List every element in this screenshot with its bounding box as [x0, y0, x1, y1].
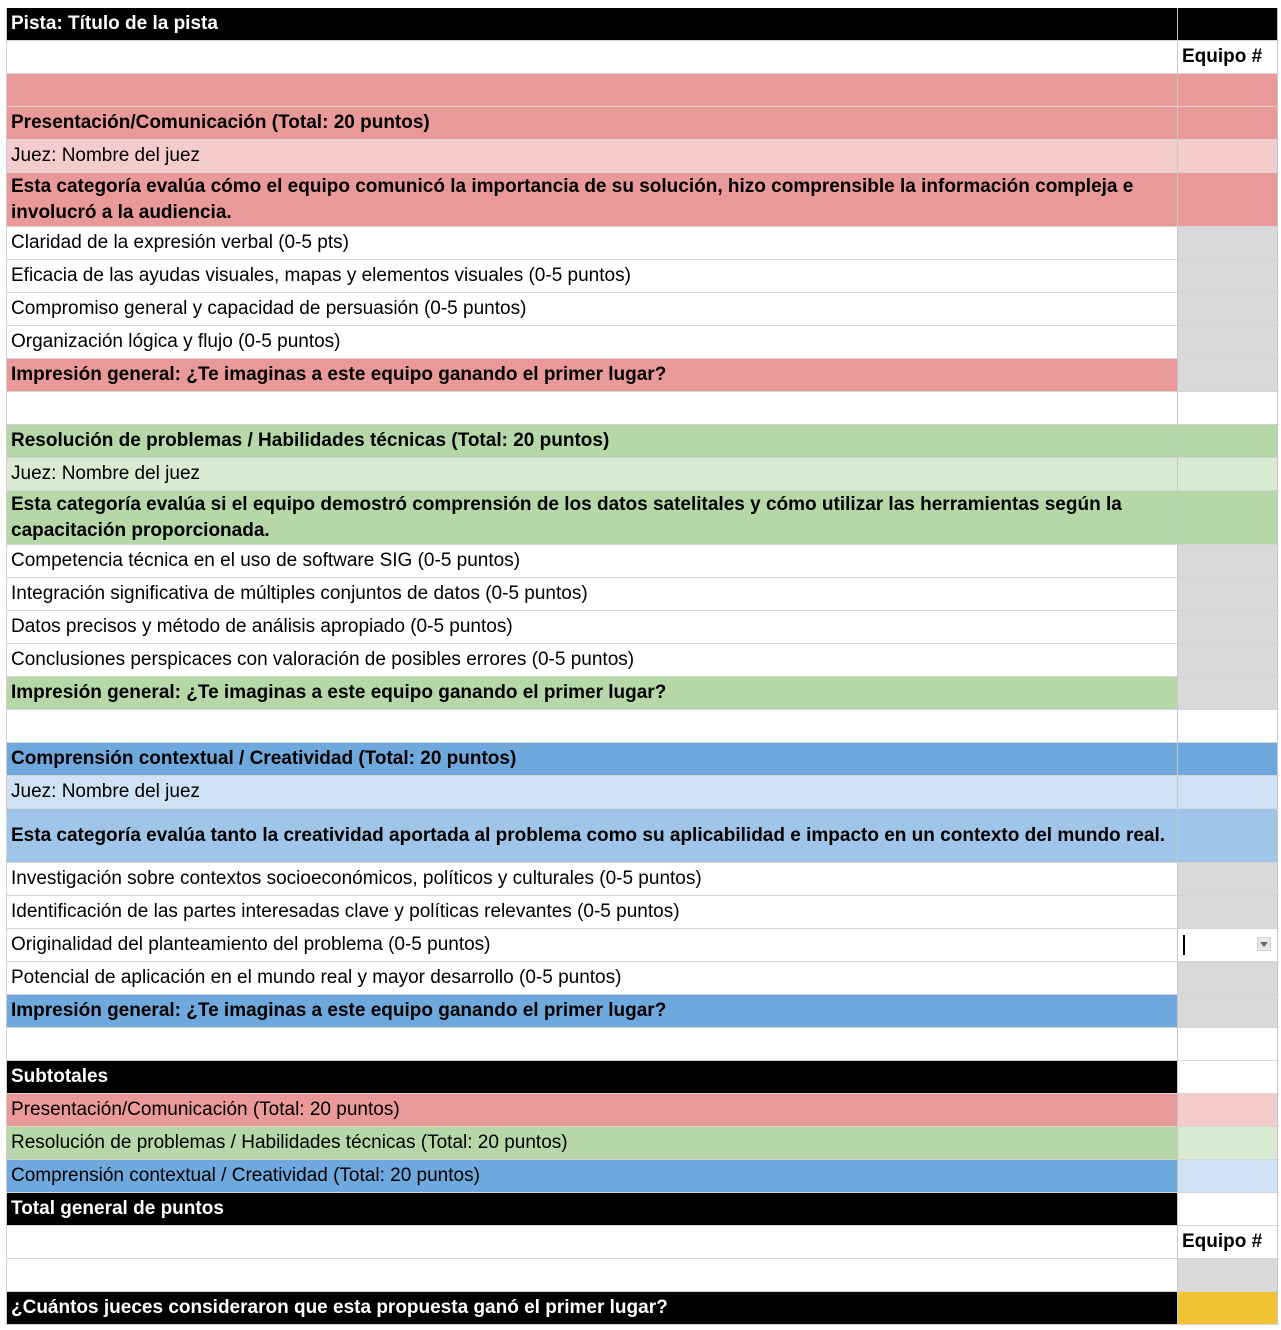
presentation-impression-question[interactable]: Impresión general: ¿Te imaginas a este equipo ganando el primer lugar? [7, 359, 1178, 391]
impression-score-cell[interactable] [1178, 359, 1278, 391]
technical-description[interactable]: Esta categoría evalúa si el equipo demostró comprensión de los datos satelitales y cómo utilizar las herramientas según la capacitación proporcionada. [7, 491, 1178, 544]
criterion-row[interactable] [7, 929, 1279, 962]
criterion-label[interactable]: Competencia técnica en el uso de software SIG (0-5 puntos) [7, 545, 1178, 577]
subtotal-value-cell[interactable] [1178, 1094, 1278, 1126]
technical-description-side-cell[interactable] [1178, 491, 1278, 544]
criterion-label[interactable]: Organización lógica y flujo (0-5 puntos) [7, 326, 1178, 358]
row-grand-total[interactable] [7, 1193, 1279, 1226]
context-description[interactable]: Esta categoría evalúa tanto la creatividad aportada al problema como su aplicabilidad e impacto en un contexto del mundo real. [7, 809, 1178, 862]
row-context-impression[interactable] [7, 995, 1279, 1028]
criterion-row[interactable] [7, 227, 1279, 260]
blank-cell[interactable] [1178, 1061, 1278, 1093]
row-spacer[interactable] [7, 1259, 1279, 1292]
presentation-judge-name[interactable]: Juez: Nombre del juez [7, 140, 1178, 172]
criterion-label[interactable]: Identificación de las partes interesadas clave y políticas relevantes (0-5 puntos) [7, 896, 1178, 928]
blank-cell[interactable] [1178, 392, 1278, 424]
subtotals-title[interactable]: Subtotales [7, 1061, 1178, 1093]
grand-total-value-cell[interactable] [1178, 1193, 1278, 1225]
criterion-row[interactable] [7, 644, 1279, 677]
subtotal-label[interactable]: Resolución de problemas / Habilidades técnicas (Total: 20 puntos) [7, 1127, 1178, 1159]
criterion-row[interactable] [7, 293, 1279, 326]
technical-section-title[interactable]: Resolución de problemas / Habilidades técnicas (Total: 20 puntos) [7, 425, 1178, 457]
score-cell[interactable] [1178, 644, 1278, 676]
row-presentation-judge[interactable] [7, 140, 1279, 173]
criterion-label[interactable]: Claridad de la expresión verbal (0-5 pts) [7, 227, 1178, 259]
subtotal-value-cell[interactable] [1178, 1160, 1278, 1192]
row-presentation-impression[interactable] [7, 359, 1279, 392]
criterion-label[interactable]: Originalidad del planteamiento del problema (0-5 puntos) [7, 929, 1178, 961]
blank-cell[interactable] [1178, 1259, 1278, 1291]
criterion-row[interactable] [7, 545, 1279, 578]
blank-cell[interactable] [7, 1259, 1178, 1291]
presentation-title-score-cell[interactable] [1178, 107, 1278, 139]
impression-score-cell[interactable] [1178, 677, 1278, 709]
blank-cell[interactable] [7, 41, 1178, 73]
score-cell[interactable] [1178, 611, 1278, 643]
criterion-row[interactable] [7, 863, 1279, 896]
criterion-label[interactable]: Investigación sobre contextos socioeconómicos, políticos y culturales (0-5 puntos) [7, 863, 1178, 895]
blank-cell[interactable] [7, 74, 1178, 106]
technical-title-score-cell[interactable] [1178, 425, 1278, 457]
context-description-side-cell[interactable] [1178, 809, 1278, 862]
subtotal-row[interactable] [7, 1127, 1279, 1160]
track-title[interactable]: Pista: Título de la pista [7, 8, 1178, 40]
technical-judge-side-cell[interactable] [1178, 458, 1278, 490]
criterion-label[interactable]: Eficacia de las ayudas visuales, mapas y elementos visuales (0-5 puntos) [7, 260, 1178, 292]
presentation-description[interactable]: Esta categoría evalúa cómo el equipo comunicó la importancia de su solución, hizo comprensible la información compleja e involucró a la audiencia. [7, 173, 1178, 226]
criterion-row[interactable] [7, 578, 1279, 611]
row-footer-team-header[interactable] [7, 1226, 1279, 1259]
first-place-count-cell[interactable] [1178, 1292, 1278, 1324]
criterion-label[interactable]: Integración significativa de múltiples conjuntos de datos (0-5 puntos) [7, 578, 1178, 610]
row-spacer[interactable] [7, 710, 1279, 743]
score-cell[interactable] [1178, 962, 1278, 994]
technical-impression-question[interactable]: Impresión general: ¿Te imaginas a este equipo ganando el primer lugar? [7, 677, 1178, 709]
score-cell[interactable] [1178, 896, 1278, 928]
blank-cell[interactable] [7, 1028, 1178, 1060]
subtotal-value-cell[interactable] [1178, 1127, 1278, 1159]
grand-total-label[interactable]: Total general de puntos [7, 1193, 1178, 1225]
blank-cell[interactable] [7, 1226, 1178, 1258]
blank-cell[interactable] [1178, 74, 1278, 106]
criterion-label[interactable]: Compromiso general y capacidad de persuasión (0-5 puntos) [7, 293, 1178, 325]
blank-cell[interactable] [1178, 710, 1278, 742]
row-presentation-description[interactable] [7, 173, 1279, 227]
row-spacer[interactable] [7, 392, 1279, 425]
criterion-label[interactable]: Conclusiones perspicaces con valoración de posibles errores (0-5 puntos) [7, 644, 1178, 676]
context-section-title[interactable]: Comprensión contextual / Creatividad (Total: 20 puntos) [7, 743, 1178, 775]
score-cell[interactable] [1178, 545, 1278, 577]
presentation-section-title[interactable]: Presentación/Comunicación (Total: 20 puntos) [7, 107, 1178, 139]
subtotal-row[interactable] [7, 1160, 1279, 1193]
row-team-header[interactable] [7, 41, 1279, 74]
score-cell[interactable] [1178, 227, 1278, 259]
context-impression-question[interactable]: Impresión general: ¿Te imaginas a este equipo ganando el primer lugar? [7, 995, 1178, 1027]
technical-judge-name[interactable]: Juez: Nombre del juez [7, 458, 1178, 490]
text-cursor [1183, 935, 1185, 955]
subtotal-row[interactable] [7, 1094, 1279, 1127]
score-cell[interactable] [1178, 578, 1278, 610]
row-technical-description[interactable] [7, 491, 1279, 545]
impression-score-cell[interactable] [1178, 995, 1278, 1027]
first-place-question[interactable]: ¿Cuántos jueces consideraron que esta propuesta ganó el primer lugar? [7, 1292, 1178, 1324]
criterion-row[interactable] [7, 326, 1279, 359]
blank-cell[interactable] [1178, 1028, 1278, 1060]
row-technical-judge[interactable] [7, 458, 1279, 491]
score-cell[interactable] [1178, 326, 1278, 358]
criterion-row[interactable] [7, 896, 1279, 929]
blank-cell[interactable] [7, 710, 1178, 742]
dropdown-arrow-icon[interactable] [1257, 937, 1271, 951]
row-spacer[interactable] [7, 1028, 1279, 1061]
row-first-place-question[interactable] [7, 1292, 1279, 1325]
row-subtotals-title[interactable] [7, 1061, 1279, 1094]
score-cell[interactable] [1178, 863, 1278, 895]
row-track-title[interactable] [7, 8, 1279, 41]
team-number-header[interactable]: Equipo # [1178, 41, 1278, 73]
presentation-judge-side-cell[interactable] [1178, 140, 1278, 172]
row-context-title[interactable] [7, 743, 1279, 776]
row-spacer[interactable] [7, 74, 1279, 107]
presentation-description-side-cell[interactable] [1178, 173, 1278, 226]
score-cell[interactable] [1178, 293, 1278, 325]
blank-cell[interactable] [7, 392, 1178, 424]
score-cell[interactable] [1178, 260, 1278, 292]
criterion-row[interactable] [7, 962, 1279, 995]
team-number-header-footer[interactable]: Equipo # [1178, 1226, 1278, 1258]
context-judge-side-cell[interactable] [1178, 776, 1278, 808]
row-presentation-title[interactable] [7, 107, 1279, 140]
criterion-row[interactable] [7, 260, 1279, 293]
context-title-score-cell[interactable] [1178, 743, 1278, 775]
subtotal-label[interactable]: Comprensión contextual / Creatividad (Total: 20 puntos) [7, 1160, 1178, 1192]
subtotal-label[interactable]: Presentación/Comunicación (Total: 20 puntos) [7, 1094, 1178, 1126]
row-technical-impression[interactable] [7, 677, 1279, 710]
criterion-row[interactable] [7, 611, 1279, 644]
scoring-sheet [6, 8, 1279, 1325]
row-technical-title[interactable] [7, 425, 1279, 458]
criterion-label[interactable]: Datos precisos y método de análisis apropiado (0-5 puntos) [7, 611, 1178, 643]
track-title-side-cell[interactable] [1178, 8, 1278, 40]
score-dropdown-cell[interactable] [1178, 929, 1278, 961]
row-context-description[interactable] [7, 809, 1279, 863]
criterion-label[interactable]: Potencial de aplicación en el mundo real y mayor desarrollo (0-5 puntos) [7, 962, 1178, 994]
context-judge-name[interactable]: Juez: Nombre del juez [7, 776, 1178, 808]
row-context-judge[interactable] [7, 776, 1279, 809]
